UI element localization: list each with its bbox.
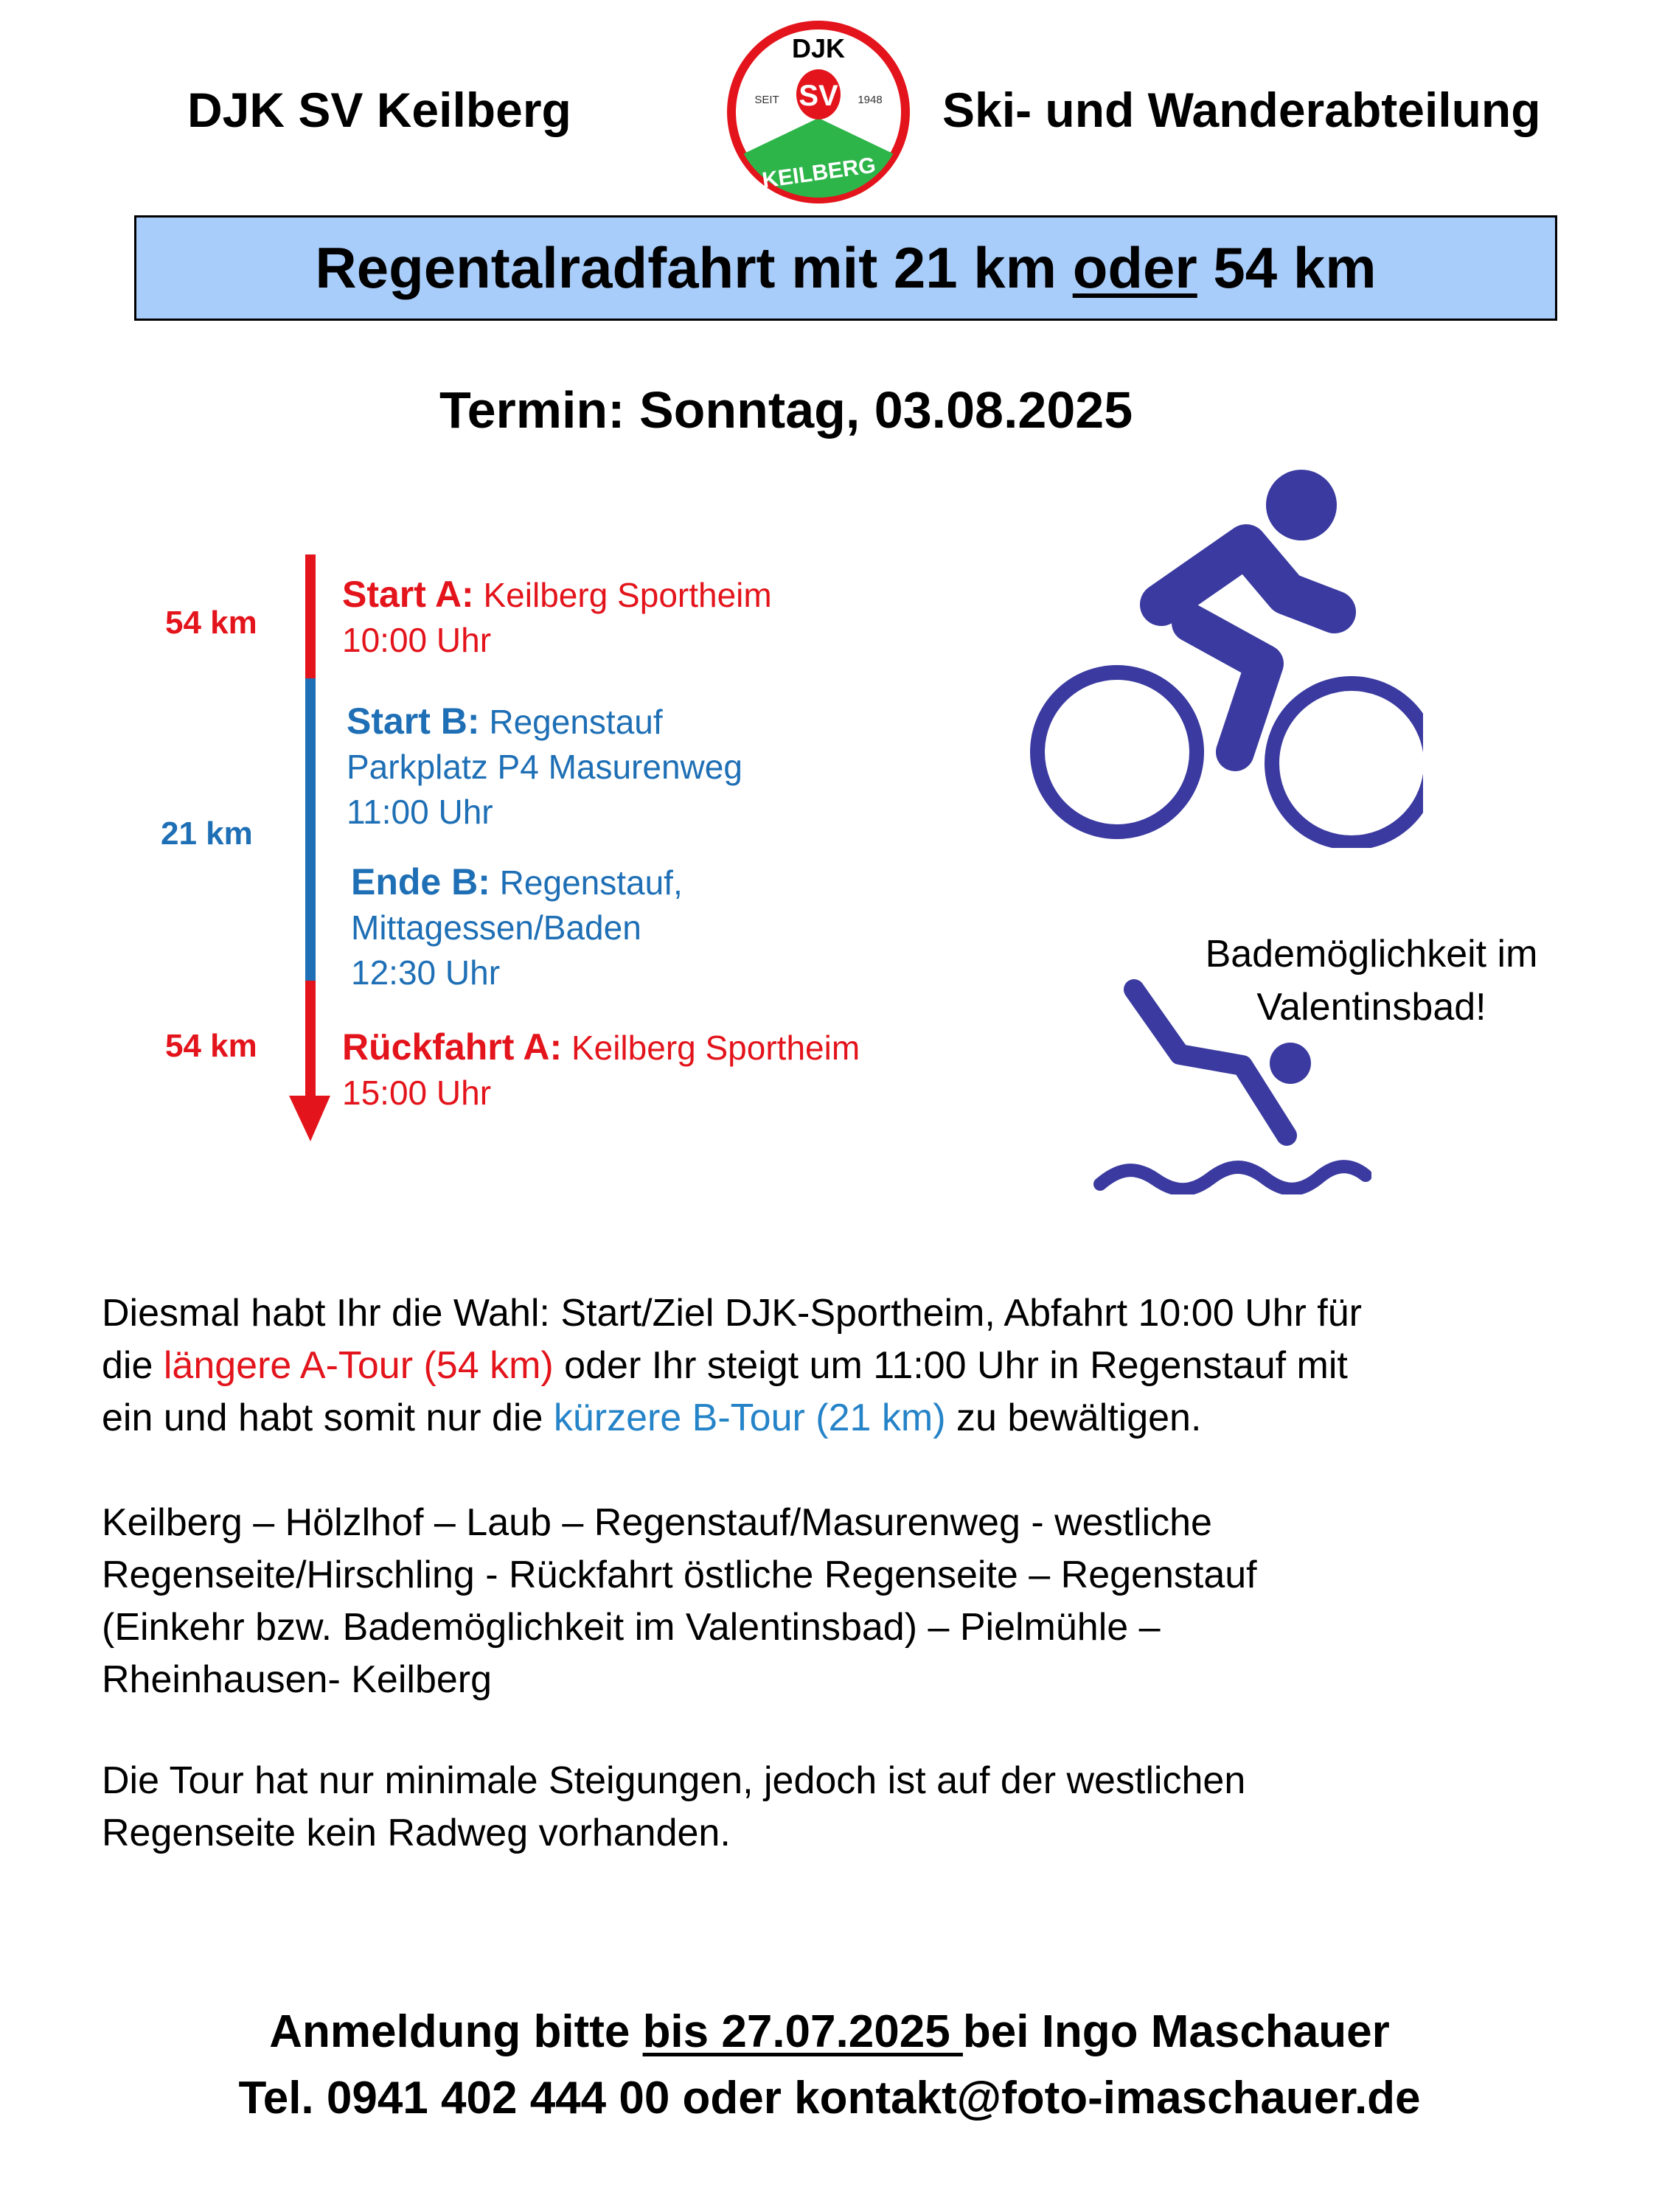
department-name: Ski- und Wanderabteilung xyxy=(942,83,1541,137)
bath-note xyxy=(1165,928,1578,1034)
title-part-2: 54 km xyxy=(1197,235,1377,300)
title-banner xyxy=(134,215,1557,321)
return-a-time: 15:00 Uhr xyxy=(342,1074,492,1112)
logo-bottom-text: KEILBERG xyxy=(760,153,877,193)
intro-line-2-end: oder Ihr steigt um 11:00 Uhr in Regenstauf mit xyxy=(553,1344,1348,1387)
intro-line-2-start: die xyxy=(102,1344,164,1387)
return-a-place: Keilberg Sportheim xyxy=(562,1029,860,1067)
registration-deadline: bis 27.07.2025 xyxy=(642,2006,963,2057)
title-part-1: Regentalradfahrt mit 21 km xyxy=(315,235,1073,300)
cyclist-icon xyxy=(1025,465,1423,848)
stop-return-a xyxy=(342,1025,860,1116)
registration-line xyxy=(0,2006,1659,2058)
route-line-1: Keilberg – Hölzlhof – Laub – Regenstauf/Masurenweg - westliche xyxy=(102,1501,1212,1544)
km-label-a-top: 54 km xyxy=(165,605,257,641)
registration-contact-person: bei Ingo Maschauer xyxy=(962,2006,1390,2057)
contact-line: Tel. 0941 402 444 00 oder kontakt@foto-imaschauer.de xyxy=(238,2073,1421,2124)
date-line: Termin: Sonntag, 03.08.2025 xyxy=(439,381,1133,439)
km-label-a-bottom: 54 km xyxy=(165,1028,257,1064)
logo-center-text: SV xyxy=(799,80,838,112)
end-b-place: Regenstauf, xyxy=(490,863,683,902)
start-b-time: 11:00 Uhr xyxy=(347,793,493,831)
stop-end-b xyxy=(351,860,683,995)
logo-left-text: SEIT xyxy=(754,94,779,106)
intro-paragraph xyxy=(102,1287,1576,1444)
bath-note-line-1: Bademöglichkeit im xyxy=(1205,933,1538,975)
segment-b xyxy=(305,678,316,981)
intro-line-3-end: zu bewältigen. xyxy=(945,1397,1202,1439)
intro-line-3 xyxy=(102,1392,1576,1444)
title-text xyxy=(315,234,1376,302)
route-line-4: Rheinhausen- Keilberg xyxy=(102,1658,493,1701)
end-b-time: 12:30 Uhr xyxy=(351,953,501,992)
arrow-head-icon xyxy=(289,1096,330,1141)
end-b-activity: Mittagessen/Baden xyxy=(351,908,641,947)
start-a-place: Keilberg Sportheim xyxy=(473,576,772,614)
club-name: DJK SV Keilberg xyxy=(187,83,571,137)
segment-a-start xyxy=(305,554,316,678)
registration-prefix: Anmeldung bitte xyxy=(269,2006,643,2057)
tour-b-highlight: kürzere B-Tour (21 km) xyxy=(553,1397,946,1439)
terrain-paragraph xyxy=(102,1755,1576,1860)
stop-start-a xyxy=(342,572,772,663)
segment-a-return xyxy=(305,981,316,1100)
start-b-location: Parkplatz P4 Masurenweg xyxy=(347,748,742,786)
route-line-2: Regenseite/Hirschling - Rückfahrt östliche Regenseite – Regenstauf xyxy=(102,1554,1257,1596)
intro-line-3-start: ein und habt somit nur die xyxy=(102,1397,554,1439)
logo-right-text: 1948 xyxy=(858,94,883,106)
terrain-line-2: Regenseite kein Radweg vorhanden. xyxy=(102,1812,731,1854)
intro-line-2 xyxy=(102,1340,1576,1392)
start-b-place: Regenstauf xyxy=(479,703,663,741)
route-timeline-arrow xyxy=(288,554,332,1144)
title-emphasis: oder xyxy=(1072,235,1197,300)
intro-line-1: Diesmal habt Ihr die Wahl: Start/Ziel DJK-Sportheim, Abfahrt 10:00 Uhr für xyxy=(102,1292,1362,1335)
logo-top-text: DJK xyxy=(791,33,846,63)
return-a-label: Rückfahrt A: xyxy=(342,1026,563,1068)
end-b-label: Ende B: xyxy=(351,861,490,902)
start-a-label: Start A: xyxy=(342,574,474,615)
start-a-time: 10:00 Uhr xyxy=(342,621,492,659)
tour-a-highlight: längere A-Tour (54 km) xyxy=(163,1344,554,1387)
terrain-line-1: Die Tour hat nur minimale Steigungen, jedoch ist auf der westlichen xyxy=(102,1759,1246,1802)
km-label-b: 21 km xyxy=(161,815,253,852)
route-line-3: (Einkehr bzw. Bademöglichkeit im Valentinsbad) – Pielmühle – xyxy=(102,1606,1161,1649)
start-b-label: Start B: xyxy=(347,700,480,742)
route-paragraph xyxy=(102,1497,1576,1706)
club-logo xyxy=(723,16,914,208)
bath-note-line-2: Valentinsbad! xyxy=(1256,986,1486,1029)
stop-start-b xyxy=(347,699,742,835)
